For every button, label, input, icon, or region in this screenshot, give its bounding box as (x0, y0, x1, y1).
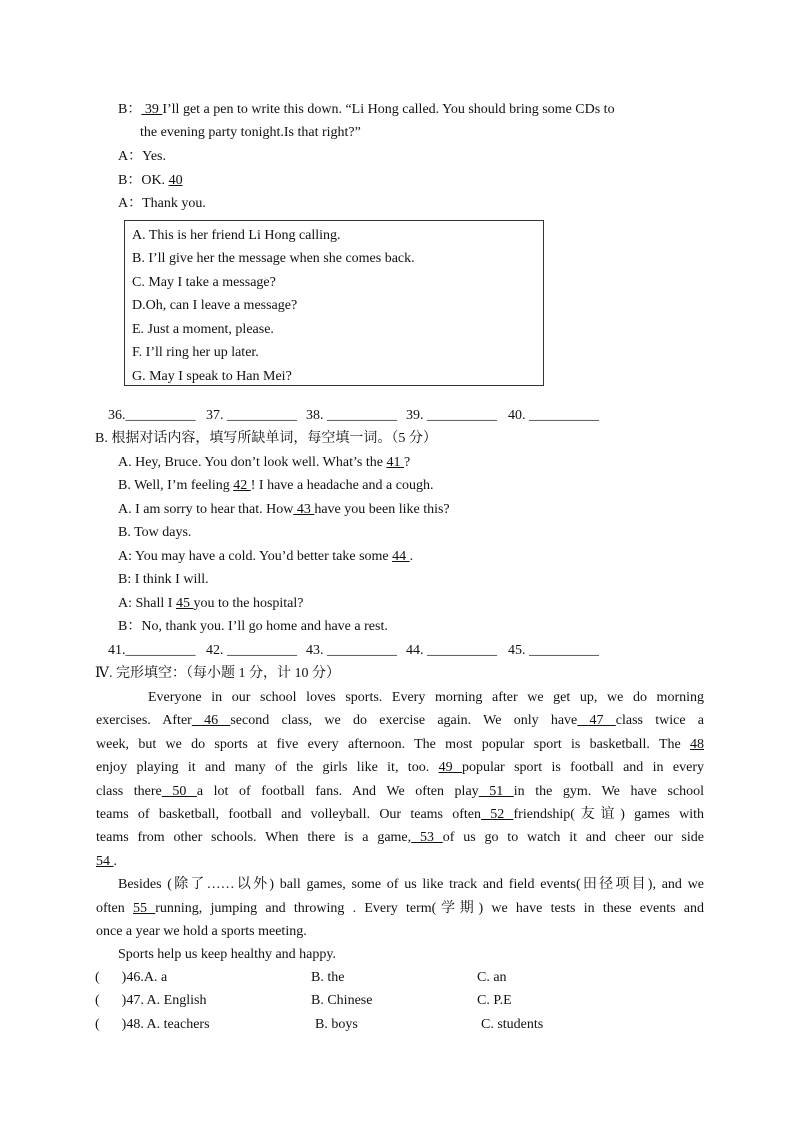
blank-50[interactable]: 50 (161, 784, 197, 799)
option-b: B. I’ll give her the message when she comes back. (132, 251, 415, 266)
option-c: C. May I take a message? (132, 275, 276, 290)
cloze-line-4: enjoy playing it and many of the girls like it, too. 49 popular sport is football and in every (96, 760, 705, 775)
blank-40[interactable]: 40 (168, 173, 183, 188)
answer-42[interactable]: 42. __________ (206, 643, 297, 658)
answer-37[interactable]: 37. __________ (206, 408, 297, 423)
blank-43[interactable]: 43 (293, 502, 315, 517)
blank-46[interactable]: 46 (191, 713, 231, 728)
blank-49[interactable]: 49 (438, 760, 462, 775)
blank-42[interactable]: 42 (233, 478, 251, 493)
dialogue-line: B. Tow days. (118, 525, 192, 540)
blank-55[interactable]: 55 (133, 901, 156, 916)
question-46: ( )46.A. a (95, 970, 168, 985)
blank-48[interactable]: 48 (690, 737, 704, 752)
cloze-line-1: Everyone in our school loves sports. Every morning after we get up, we do morning (148, 690, 704, 705)
dialogue-line: B：No, thank you. I’ll go home and have a rest. (118, 619, 388, 634)
option-a: A. This is her friend Li Hong calling. (132, 228, 341, 243)
answer-39[interactable]: 39. __________ (406, 408, 497, 423)
section-b-heading: B. 根据对话内容，填写所缺单词，每空填一词。（5 分） (95, 431, 437, 446)
cloze-p2-line-2: often 55 running, jumping and throwing . Every term(学期) we have tests in these events and (96, 901, 705, 916)
blank-53[interactable]: 53 (411, 830, 443, 845)
cloze-line-6: teams of basketball, football and volleyball. Our teams often 52 friendship(友谊) games with (96, 807, 705, 822)
dialogue-a-yes: A：Yes. (118, 149, 166, 164)
option-f: F. I’ll ring her up later. (132, 345, 259, 360)
option-g: G. May I speak to Han Mei? (132, 369, 292, 384)
cloze-line-8: 54 . (96, 854, 117, 869)
dialogue-b-ok: B：OK. 40 (118, 173, 183, 188)
question-47: ( )47. A. English (95, 993, 207, 1008)
dialogue-line: B. Well, I’m feeling 42 ! I have a headache and a cough. (118, 478, 434, 493)
answer-40[interactable]: 40. __________ (508, 408, 599, 423)
dialogue-line: B: I think I will. (118, 572, 209, 587)
question-47-option-b[interactable]: B. Chinese (311, 993, 373, 1008)
question-46-option-c[interactable]: C. an (477, 970, 507, 985)
blank-39[interactable]: 39 (141, 102, 163, 117)
question-46-option-b[interactable]: B. the (311, 970, 345, 985)
dialogue-b-line: B： 39 I’ll get a pen to write this down. “Li Hong called. You should bring some CDs to (118, 102, 615, 117)
dialogue-a-thanks: A：Thank you. (118, 196, 206, 211)
answer-41[interactable]: 41.__________ (108, 643, 196, 658)
cloze-line-2: exercises. After 46 second class, we do exercise again. We only have 47 class twice a (96, 713, 705, 728)
cloze-line-3: week, but we do sports at five every afternoon. The most popular sport is basketball. The 48 (96, 737, 704, 752)
option-d: D.Oh, can I leave a message? (132, 298, 298, 313)
blank-54[interactable]: 54 (96, 854, 114, 869)
dialogue-line: A: You may have a cold. You’d better take some 44 . (118, 549, 414, 564)
cloze-line-7: teams from other schools. When there is a game, 53 of us go to watch it and cheer our side (96, 830, 704, 845)
answer-44[interactable]: 44. __________ (406, 643, 497, 658)
cloze-p2-line-3: once a year we hold a sports meeting. (96, 924, 307, 939)
blank-47[interactable]: 47 (577, 713, 616, 728)
cloze-line-5: class there 50 a lot of football fans. And We often play 51 in the gym. We have school (96, 784, 704, 799)
dialogue-line: A. I am sorry to hear that. How 43 have you been like this? (118, 502, 450, 517)
question-48-option-b[interactable]: B. boys (315, 1017, 358, 1032)
cloze-p3: Sports help us keep healthy and happy. (118, 947, 336, 962)
blank-52[interactable]: 52 (481, 807, 514, 822)
dialogue-line: A. Hey, Bruce. You don’t look well. What’s the 41 ? (118, 455, 411, 470)
answer-38[interactable]: 38. __________ (306, 408, 397, 423)
answer-45[interactable]: 45. __________ (508, 643, 599, 658)
answer-36[interactable]: 36.__________ (108, 408, 196, 423)
blank-51[interactable]: 51 (478, 784, 514, 799)
dialogue-line: A: Shall I 45 you to the hospital? (118, 596, 304, 611)
cloze-p2-line-1: Besides (除了……以外) ball games, some of us like track and field events(田径项目), and we (118, 877, 704, 892)
blank-44[interactable]: 44 (392, 549, 410, 564)
option-e: E. Just a moment, please. (132, 322, 274, 337)
question-48: ( )48. A. teachers (95, 1017, 210, 1032)
dialogue-b-continuation: the evening party tonight.Is that right?” (140, 125, 361, 140)
options-box (124, 220, 544, 386)
blank-41[interactable]: 41 (386, 455, 404, 470)
answer-43[interactable]: 43. __________ (306, 643, 397, 658)
question-48-option-c[interactable]: C. students (481, 1017, 544, 1032)
section-iv-heading: Ⅳ. 完形填空：（每小题 1 分，计 10 分） (95, 666, 340, 681)
blank-45[interactable]: 45 (175, 596, 194, 611)
question-47-option-c[interactable]: C. P.E (477, 993, 512, 1008)
